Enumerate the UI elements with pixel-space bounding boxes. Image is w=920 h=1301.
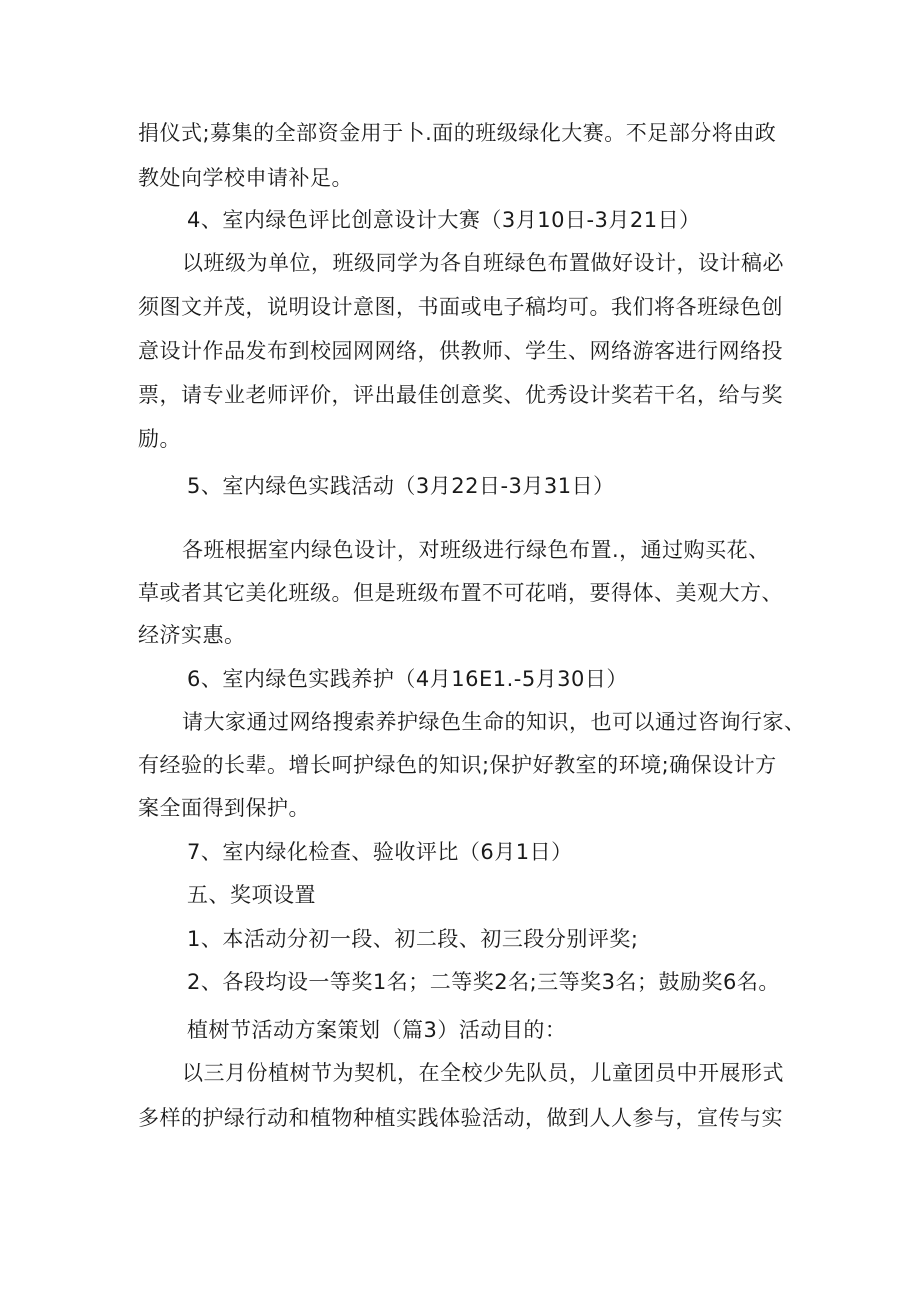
section-heading-7: 7、室内绿化检查、验收评比（6月1日） [187,840,573,864]
paragraph-line: 励。 [138,427,181,451]
paragraph-line: 须图文并茂，说明设计意图，书面或电子稿均可。我们将各班绿色创 [138,295,783,319]
paragraph-line: 经济实惠。 [138,623,246,647]
section-heading-plan-3: 植树节活动方案策划（篇3）活动目的： [187,1018,567,1042]
paragraph-line: 草或者其它美化班级。但是班级布置不可花哨，要得体、美观大方、 [138,581,783,605]
list-item-2: 2、各段均设一等奖1名；二等奖2名;三等奖3名；鼓励奖6名。 [187,970,780,994]
section-heading-awards: 五、奖项设置 [187,883,316,907]
paragraph-line: 请大家通过网络搜索养护绿色生命的知识，也可以通过咨询行家、 [182,710,806,734]
list-item-1: 1、本活动分初一段、初二段、初三段分别评奖; [187,927,639,951]
paragraph-line: 票，请专业老师评价，评出最佳创意奖、优秀设计奖若干名，给与奖 [138,383,783,407]
paragraph-line: 多样的护绿行动和植物种植实践体验活动，做到人人参与，宣传与实 [138,1106,783,1130]
paragraph-line: 各班根据室内绿色设计，对班级进行绿色布置.，通过购买花、 [182,538,770,562]
paragraph-line: 捐仪式;募集的全部资金用于卜.面的班级绿化大赛。不足部分将由政 [138,121,777,145]
paragraph-line: 意设计作品发布到校园网网络，供教师、学生、网络游客进行网络投 [138,339,783,363]
paragraph-line: 有经验的长辈。增长呵护绿色的知识;保护好教室的环境;确保设计方 [138,753,777,777]
paragraph-line: 以班级为单位，班级同学为各自班绿色布置做好设计，设计稿必 [182,251,784,275]
paragraph-line: 教处向学校申请补足。 [138,166,353,190]
paragraph-line: 案全面得到保护。 [138,796,310,820]
section-heading-4: 4、室内绿色评比创意设计大赛（3月10日-3月21日） [187,208,701,232]
paragraph-line: 以三月份植树节为契机，在全校少先队员，儿童团员中开展形式 [182,1061,784,1085]
section-heading-6: 6、室内绿色实践养护（4月16E1.-5月30日） [187,667,628,691]
section-heading-5: 5、室内绿色实践活动（3月22日-3月31日） [187,474,615,498]
